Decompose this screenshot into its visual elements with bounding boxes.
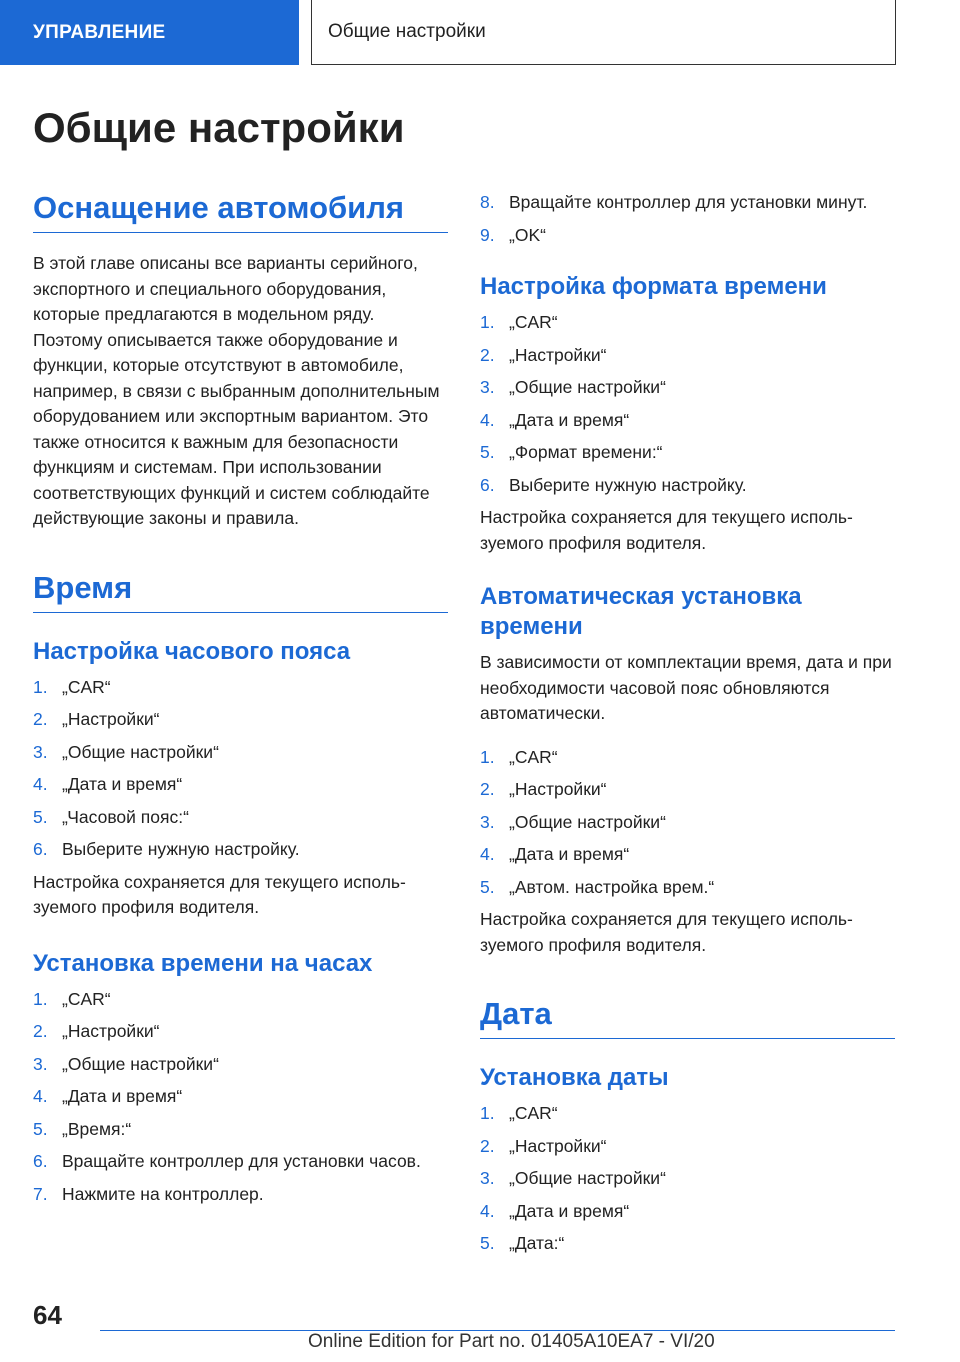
list-item <box>480 777 895 803</box>
step-text: „Время:“ <box>62 1118 132 1139</box>
step-text: „OK“ <box>509 224 546 245</box>
list-item <box>33 1117 448 1143</box>
step-text: „CAR“ <box>62 988 111 1009</box>
list-item <box>33 1084 448 1110</box>
list-item <box>33 837 448 863</box>
step-number: 2. <box>480 779 495 799</box>
step-number: 9. <box>480 224 495 245</box>
list-item <box>33 1052 448 1078</box>
list-item <box>480 1166 895 1192</box>
list-item <box>33 805 448 831</box>
breadcrumb <box>311 0 896 65</box>
timezone-note: Настройка сохраняется для текущего используемого профиля водителя. <box>33 871 406 917</box>
step-number: 5. <box>480 876 495 897</box>
step-text: „Настройки“ <box>62 1021 160 1041</box>
step-number: 1. <box>480 312 495 332</box>
list-item <box>480 1199 895 1225</box>
step-number: 2. <box>480 344 495 365</box>
step-text: „Общие настройки“ <box>509 811 666 832</box>
step-text: „Общие настройки“ <box>509 377 666 397</box>
step-text: „Дата и время“ <box>62 1086 183 1106</box>
step-text: „Настройки“ <box>62 709 160 729</box>
list-item <box>33 1182 448 1208</box>
step-text: „Автом. настройка врем.“ <box>509 876 715 897</box>
step-text: Вращайте контроллер для установки минут. <box>509 192 868 212</box>
step-number: 4. <box>33 774 48 794</box>
step-text: „Дата и время“ <box>509 409 630 430</box>
step-text: „Настройки“ <box>509 344 607 365</box>
left-column <box>33 190 448 1214</box>
page-number: 64 <box>33 1300 62 1330</box>
auto-note: Настройка сохраняется для текущего используемого профиля водителя. <box>480 909 853 955</box>
list-item <box>480 810 895 836</box>
list-item <box>33 987 448 1013</box>
list-item <box>480 1231 895 1257</box>
format-heading: Настройка формата времени <box>480 273 827 300</box>
list-item <box>33 675 448 701</box>
timezone-steps <box>33 675 448 863</box>
page-title: Общие настройки <box>33 104 405 151</box>
list-item <box>480 1134 895 1160</box>
step-number: 2. <box>33 709 48 729</box>
step-text: „Дата и время“ <box>509 1200 630 1221</box>
step-number: 1. <box>480 746 495 767</box>
auto-steps <box>480 745 895 901</box>
list-item <box>480 223 895 249</box>
step-number: 3. <box>480 1168 495 1188</box>
clock-heading: Установка времени на часах <box>33 949 373 977</box>
format-steps <box>480 310 895 498</box>
list-item <box>33 740 448 766</box>
step-number: 3. <box>480 377 495 397</box>
step-text: „Общие настройки“ <box>62 741 219 762</box>
list-item <box>480 745 895 771</box>
step-number: 4. <box>480 844 495 864</box>
step-text: Выберите нужную настройку. <box>509 474 747 495</box>
list-item <box>480 842 895 868</box>
step-text: „CAR“ <box>509 1103 558 1123</box>
equipment-text: В этой главе описаны все варианты серийного, экспортного и специального оборудования, которые предлагаются в модельном ряду. Поэтому описывается также оборудование и функции, которые отсутствуют в автомобиле, например, в связи с выбранным дополнительным оборудованием или экспортным вариантом. Это также относится к важным для безопасности функциям и системам. При использовании соответствующих функций и систем соблюдайте действующие законы и правила. <box>33 253 440 528</box>
step-text: „Общие настройки“ <box>62 1053 219 1074</box>
list-item <box>33 772 448 798</box>
right-column <box>480 190 895 1264</box>
step-text: „Формат времени:“ <box>509 442 663 462</box>
auto-heading: Автоматическая установка времени <box>480 583 802 640</box>
format-note: Настройка сохраняется для текущего используемого профиля водителя. <box>480 507 853 553</box>
list-item <box>480 375 895 401</box>
step-text: „CAR“ <box>62 676 111 697</box>
step-number: 6. <box>480 474 495 495</box>
list-item <box>33 707 448 733</box>
step-number: 6. <box>33 1151 48 1171</box>
step-text: „CAR“ <box>509 746 558 767</box>
list-item <box>33 1149 448 1175</box>
list-item <box>480 440 895 466</box>
section-tab[interactable] <box>0 0 299 65</box>
step-number: 5. <box>33 806 48 827</box>
step-number: 1. <box>33 988 48 1009</box>
step-text: „Дата и время“ <box>62 774 183 794</box>
list-item <box>480 408 895 434</box>
clock-steps-continued <box>480 190 895 248</box>
step-number: 3. <box>33 741 48 762</box>
step-number: 8. <box>480 192 495 212</box>
step-number: 2. <box>480 1135 495 1156</box>
step-text: „Дата:“ <box>509 1233 565 1253</box>
step-text: „Настройки“ <box>509 1135 607 1156</box>
step-text: „Общие настройки“ <box>509 1168 666 1188</box>
step-text: „CAR“ <box>509 312 558 332</box>
step-number: 2. <box>33 1021 48 1041</box>
step-number: 4. <box>480 409 495 430</box>
step-number: 3. <box>480 811 495 832</box>
clock-steps <box>33 987 448 1208</box>
list-item <box>480 473 895 499</box>
step-text: „Часовой пояс:“ <box>62 806 189 827</box>
section-tab-label: УПРАВЛЕНИЕ <box>33 21 166 43</box>
step-number: 5. <box>480 442 495 462</box>
equipment-heading: Оснащение автомобиля <box>33 190 448 233</box>
list-item <box>480 875 895 901</box>
step-number: 1. <box>33 676 48 697</box>
list-item <box>33 1019 448 1045</box>
edition-note: Online Edition for Part no. 01405A10EA7 - VI/20 <box>308 1331 715 1352</box>
step-number: 4. <box>33 1086 48 1106</box>
timezone-heading: Настройка часового пояса <box>33 637 351 665</box>
step-number: 5. <box>480 1233 495 1253</box>
list-item <box>480 1101 895 1127</box>
step-number: 5. <box>33 1118 48 1139</box>
date-heading: Дата <box>480 996 895 1039</box>
breadcrumb-label: Общие настройки <box>328 21 486 42</box>
step-text: Нажмите на контроллер. <box>62 1183 264 1204</box>
list-item <box>480 190 895 216</box>
step-number: 3. <box>33 1053 48 1074</box>
step-number: 7. <box>33 1183 48 1204</box>
auto-text: В зависимости от комплектации время, дата и при необходимости часовой пояс обновляются автоматически. <box>480 652 892 723</box>
time-heading: Время <box>33 570 448 613</box>
step-number: 1. <box>480 1103 495 1123</box>
step-text: „Настройки“ <box>509 779 607 799</box>
step-text: Вращайте контроллер для установки часов. <box>62 1151 421 1171</box>
step-text: Выберите нужную настройку. <box>62 839 300 859</box>
list-item <box>480 343 895 369</box>
step-number: 4. <box>480 1200 495 1221</box>
set-date-heading: Установка даты <box>480 1064 669 1091</box>
list-item <box>480 310 895 336</box>
date-steps <box>480 1101 895 1257</box>
step-number: 6. <box>33 839 48 859</box>
step-text: „Дата и время“ <box>509 844 630 864</box>
